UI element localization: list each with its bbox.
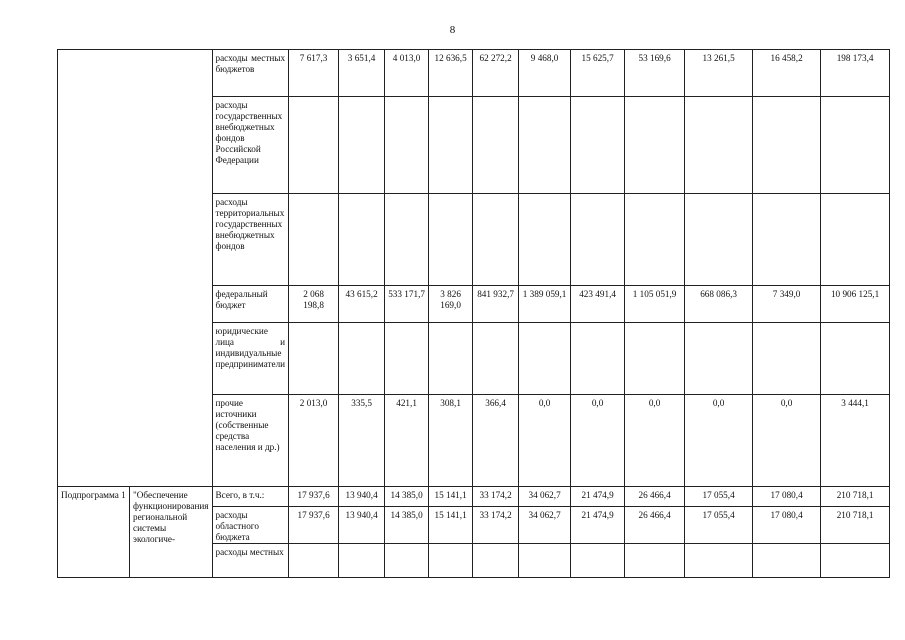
row-label: прочие источники (собственные средства населения и др.): [212, 395, 289, 487]
value-cell: 533 171,7: [385, 286, 429, 323]
value-cell: [339, 97, 385, 194]
value-cell: 13 261,5: [685, 50, 753, 97]
value-cell: 2 068 198,8: [289, 286, 339, 323]
value-cell: [571, 194, 625, 286]
value-cell: 7 349,0: [753, 286, 821, 323]
value-cell: 0,0: [685, 395, 753, 487]
value-cell: 0,0: [753, 395, 821, 487]
value-cell: 12 636,5: [429, 50, 473, 97]
value-cell: [473, 544, 519, 578]
value-cell: 198 173,4: [821, 50, 890, 97]
value-cell: [753, 194, 821, 286]
value-cell: [519, 97, 571, 194]
value-cell: 423 491,4: [571, 286, 625, 323]
value-cell: 17 937,6: [289, 487, 339, 507]
value-cell: 17 055,4: [685, 507, 753, 544]
value-cell: 3 444,1: [821, 395, 890, 487]
value-cell: [289, 544, 339, 578]
page-number: 8: [449, 24, 456, 36]
value-cell: [385, 194, 429, 286]
value-cell: [625, 194, 685, 286]
value-cell: 15 141,1: [429, 487, 473, 507]
value-cell: 26 466,4: [625, 487, 685, 507]
value-cell: [571, 97, 625, 194]
value-cell: 3 826 169,0: [429, 286, 473, 323]
value-cell: [473, 323, 519, 395]
value-cell: [385, 544, 429, 578]
value-cell: [385, 323, 429, 395]
value-cell: 17 080,4: [753, 507, 821, 544]
value-cell: [519, 323, 571, 395]
value-cell: 21 474,9: [571, 507, 625, 544]
value-cell: [429, 544, 473, 578]
value-cell: 841 932,7: [473, 286, 519, 323]
value-cell: [429, 323, 473, 395]
row-group-cell: [58, 50, 213, 487]
value-cell: [685, 323, 753, 395]
value-cell: [429, 97, 473, 194]
value-cell: [519, 544, 571, 578]
value-cell: 210 718,1: [821, 487, 890, 507]
value-cell: [821, 97, 890, 194]
row-label: Всего, в т.ч.:: [212, 487, 289, 507]
value-cell: 21 474,9: [571, 487, 625, 507]
value-cell: 4 013,0: [385, 50, 429, 97]
value-cell: 33 174,2: [473, 507, 519, 544]
value-cell: 2 013,0: [289, 395, 339, 487]
value-cell: 421,1: [385, 395, 429, 487]
value-cell: 1 105 051,9: [625, 286, 685, 323]
value-cell: 14 385,0: [385, 487, 429, 507]
value-cell: 0,0: [519, 395, 571, 487]
value-cell: 17 080,4: [753, 487, 821, 507]
value-cell: [685, 97, 753, 194]
value-cell: [339, 544, 385, 578]
value-cell: [685, 194, 753, 286]
value-cell: [625, 323, 685, 395]
value-cell: [685, 544, 753, 578]
value-cell: 53 169,6: [625, 50, 685, 97]
value-cell: 26 466,4: [625, 507, 685, 544]
value-cell: [339, 194, 385, 286]
value-cell: 15 625,7: [571, 50, 625, 97]
value-cell: [625, 97, 685, 194]
value-cell: 7 617,3: [289, 50, 339, 97]
value-cell: [571, 323, 625, 395]
row-label: юридические лица и индивидуальные предприниматели: [212, 323, 289, 395]
value-cell: 34 062,7: [519, 487, 571, 507]
value-cell: [625, 544, 685, 578]
value-cell: 9 468,0: [519, 50, 571, 97]
value-cell: [473, 97, 519, 194]
value-cell: [753, 323, 821, 395]
value-cell: 308,1: [429, 395, 473, 487]
value-cell: 13 940,4: [339, 507, 385, 544]
value-cell: [821, 323, 890, 395]
value-cell: [289, 323, 339, 395]
value-cell: [519, 194, 571, 286]
budget-table: [57, 49, 890, 578]
row-label: расходы местных: [212, 544, 289, 578]
value-cell: 3 651,4: [339, 50, 385, 97]
subprogram-title: "Обеспечение функционирования региональной системы экологиче-: [130, 487, 213, 578]
value-cell: 366,4: [473, 395, 519, 487]
value-cell: [473, 194, 519, 286]
value-cell: 43 615,2: [339, 286, 385, 323]
value-cell: 62 272,2: [473, 50, 519, 97]
value-cell: 34 062,7: [519, 507, 571, 544]
value-cell: 1 389 059,1: [519, 286, 571, 323]
row-label: расходы областного бюджета: [212, 507, 289, 544]
row-label: расходы государственных внебюджетных фондов Российской Федерации: [212, 97, 289, 194]
value-cell: 17 055,4: [685, 487, 753, 507]
value-cell: 15 141,1: [429, 507, 473, 544]
value-cell: [385, 97, 429, 194]
value-cell: 10 906 125,1: [821, 286, 890, 323]
value-cell: 0,0: [625, 395, 685, 487]
value-cell: [429, 194, 473, 286]
value-cell: [821, 194, 890, 286]
row-label: федеральный бюджет: [212, 286, 289, 323]
value-cell: [571, 544, 625, 578]
value-cell: [753, 544, 821, 578]
subprogram-code: Подпрограмма 1: [58, 487, 130, 578]
value-cell: 210 718,1: [821, 507, 890, 544]
row-label: расходы территориальных государственных внебюджетных фондов: [212, 194, 289, 286]
value-cell: [289, 97, 339, 194]
value-cell: 13 940,4: [339, 487, 385, 507]
value-cell: [339, 323, 385, 395]
value-cell: 17 937,6: [289, 507, 339, 544]
value-cell: 0,0: [571, 395, 625, 487]
value-cell: 335,5: [339, 395, 385, 487]
value-cell: [289, 194, 339, 286]
value-cell: 14 385,0: [385, 507, 429, 544]
table-row: [58, 487, 890, 507]
value-cell: [753, 97, 821, 194]
row-label: расходы местных бюджетов: [212, 50, 289, 97]
value-cell: 668 086,3: [685, 286, 753, 323]
value-cell: [821, 544, 890, 578]
value-cell: 16 458,2: [753, 50, 821, 97]
table-row: [58, 50, 890, 97]
value-cell: 33 174,2: [473, 487, 519, 507]
